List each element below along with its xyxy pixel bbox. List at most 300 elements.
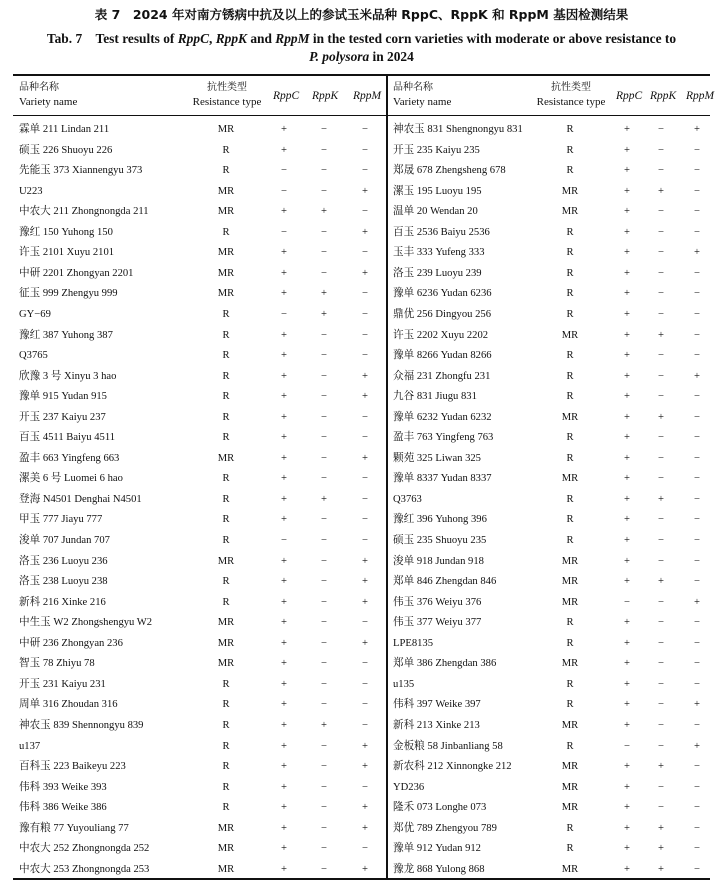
rppc-cell: + (624, 144, 630, 156)
variety-name-cell: 新农科 212 Xinnongke 212 (393, 761, 512, 773)
rppc-cell: + (624, 206, 630, 218)
resistance-type-cell: R (222, 165, 230, 177)
rppm-cell: − (362, 329, 368, 341)
variety-name-cell: 豫龙 868 Yulong 868 (393, 863, 485, 875)
rppc-cell: − (281, 165, 287, 177)
rppc-cell: + (281, 411, 287, 423)
rppk-cell: − (321, 617, 327, 629)
rppk-cell: − (658, 473, 664, 485)
rppm-cell: + (362, 226, 368, 238)
rppm-cell: − (694, 802, 700, 814)
resistance-type-cell: MR (217, 863, 235, 875)
variety-name-cell: 伟玉 377 Weiyu 377 (393, 617, 482, 629)
resistance-type-cell: R (566, 288, 574, 300)
rppk-cell: − (658, 308, 664, 320)
rppm-cell: − (694, 226, 700, 238)
resistance-type-cell: R (566, 267, 574, 279)
rppc-cell: − (281, 185, 287, 197)
rppk-cell: − (321, 678, 327, 690)
rppc-cell: + (281, 267, 287, 279)
rppk-cell: − (658, 596, 664, 608)
rppc-cell: + (624, 781, 630, 793)
resistance-type-cell: R (566, 637, 574, 649)
rppk-cell: + (658, 329, 664, 341)
variety-name-cell: 霖单 211 Lindan 211 (19, 124, 110, 135)
rppc-cell: + (281, 493, 287, 505)
resistance-type-cell: R (566, 822, 574, 834)
resistance-type-cell: R (222, 535, 230, 546)
rppk-cell: − (321, 124, 327, 135)
rppc-cell: + (624, 863, 630, 875)
rppk-cell: − (658, 514, 664, 526)
variety-name-cell: 温单 20 Wendan 20 (393, 206, 478, 218)
resistance-type-cell: R (566, 165, 574, 177)
variety-name-cell: 玉丰 333 Yufeng 333 (393, 247, 485, 259)
resistance-type-cell: R (222, 308, 230, 320)
variety-name-cell: 中生玉 W2 Zhongshengyu W2 (19, 617, 153, 629)
rppc-cell: + (624, 678, 630, 690)
resistance-type-cell: R (566, 493, 574, 505)
header-resistance-right: 抗性类型 Resistance type (536, 82, 606, 108)
rppk-cell: − (658, 740, 664, 752)
resistance-type-cell: R (566, 370, 574, 382)
resistance-type-cell: MR (561, 576, 579, 588)
variety-name-cell: YD236 (393, 781, 425, 793)
resistance-type-cell: MR (561, 761, 579, 773)
rppc-cell: + (624, 288, 630, 300)
rppk-cell: − (658, 802, 664, 814)
resistance-type-cell: R (222, 761, 230, 773)
header-rppm-left: RppM (353, 90, 382, 102)
resistance-type-cell: MR (561, 329, 579, 341)
rppm-cell: + (362, 267, 368, 279)
rppk-cell: − (658, 288, 664, 300)
rppm-cell: + (362, 391, 368, 403)
resistance-type-cell: R (566, 226, 574, 238)
rppm-cell: − (694, 432, 700, 444)
resistance-type-cell: R (222, 802, 230, 814)
resistance-type-cell: R (222, 473, 230, 485)
rppm-cell: − (694, 863, 700, 875)
variety-name-cell: 鼎优 256 Dingyou 256 (393, 308, 491, 320)
variety-name-cell: 周单 316 Zhoudan 316 (19, 699, 118, 711)
variety-name-cell: 豫单 6232 Yudan 6232 (393, 411, 492, 423)
rppk-cell: − (321, 144, 327, 156)
rppk-cell: + (658, 576, 664, 588)
variety-name-cell: GY−69 (19, 308, 51, 320)
variety-name-cell: 洛玉 238 Luoyu 238 (19, 576, 108, 588)
variety-name-cell: 新科 216 Xinke 216 (19, 596, 106, 608)
rppm-cell: − (362, 781, 368, 793)
rppm-cell: − (694, 185, 700, 197)
rppm-cell: + (362, 822, 368, 834)
variety-name-cell: U223 (19, 185, 43, 197)
rppk-cell: − (658, 350, 664, 362)
variety-name-cell: LPE8135 (393, 637, 434, 649)
rppm-cell: − (362, 432, 368, 444)
resistance-type-cell: R (222, 678, 230, 690)
rppc-cell: + (624, 514, 630, 526)
rppm-cell: + (362, 596, 368, 608)
rppc-cell: + (624, 761, 630, 773)
variety-name-cell: 郑晟 678 Zhengsheng 678 (393, 165, 506, 177)
variety-name-cell: 硕玉 226 Shuoyu 226 (19, 144, 113, 156)
rppc-cell: + (624, 576, 630, 588)
resistance-type-cell: R (222, 514, 230, 526)
rppm-cell: + (694, 740, 700, 752)
variety-name-cell: 征玉 999 Zhengyu 999 (19, 288, 118, 300)
resistance-type-cell: R (222, 740, 230, 752)
variety-name-cell: 众福 231 Zhongfu 231 (393, 370, 491, 382)
rppc-cell: + (624, 473, 630, 485)
rppk-cell: − (658, 124, 664, 135)
rppk-cell: − (658, 699, 664, 711)
variety-name-cell: 郑单 846 Zhengdan 846 (393, 576, 497, 588)
rppm-cell: + (362, 370, 368, 382)
rppm-cell: − (694, 452, 700, 464)
rppk-cell: + (658, 493, 664, 505)
variety-name-cell: 中农大 252 Zhongnongda 252 (19, 843, 150, 855)
rppm-cell: − (694, 719, 700, 731)
rppc-cell: + (624, 719, 630, 731)
rppc-cell: − (281, 308, 287, 320)
header-resistance-left: 抗性类型 Resistance type (192, 82, 262, 108)
rppk-cell: − (658, 678, 664, 690)
rppc-cell: + (281, 452, 287, 464)
resistance-type-cell: R (566, 740, 574, 752)
resistance-type-cell: MR (217, 288, 235, 300)
rppc-cell: + (281, 124, 287, 135)
rppk-cell: − (321, 452, 327, 464)
resistance-type-cell: R (566, 843, 574, 855)
rppm-cell: − (362, 535, 368, 546)
rppm-cell: − (362, 308, 368, 320)
rppk-cell: − (321, 247, 327, 259)
rppm-cell: − (694, 514, 700, 526)
header-rppm-right: RppM (686, 90, 715, 102)
variety-name-cell: 百玉 4511 Baiyu 4511 (19, 432, 116, 444)
resistance-type-cell: R (222, 781, 230, 793)
resistance-type-cell: MR (217, 658, 235, 670)
caption-english-line2: P. polysora in 2024 (309, 49, 414, 64)
rppk-cell: + (321, 288, 327, 300)
variety-name-cell: 豫单 8266 Yudan 8266 (393, 350, 492, 362)
rppm-cell: − (694, 617, 700, 629)
rppm-cell: + (362, 740, 368, 752)
variety-name-cell: 洛玉 236 Luoyu 236 (19, 555, 108, 567)
resistance-type-cell: R (222, 719, 230, 731)
rppm-cell: − (694, 781, 700, 793)
rppc-cell: + (281, 843, 287, 855)
rppk-cell: + (658, 863, 664, 875)
rppc-cell: + (281, 288, 287, 300)
rppk-cell: − (321, 576, 327, 588)
rppc-cell: + (281, 350, 287, 362)
rppm-cell: + (694, 247, 700, 259)
variety-name-cell: 浚单 707 Jundan 707 (19, 535, 110, 546)
rppm-cell: − (694, 822, 700, 834)
rppm-cell: − (362, 473, 368, 485)
rppk-cell: − (321, 802, 327, 814)
resistance-type-cell: MR (561, 658, 579, 670)
rppc-cell: + (624, 411, 630, 423)
resistance-type-cell: R (566, 678, 574, 690)
rppk-cell: − (658, 165, 664, 177)
rppk-cell: − (321, 761, 327, 773)
rppm-cell: − (694, 555, 700, 567)
rppk-cell: − (321, 781, 327, 793)
rppk-cell: − (658, 267, 664, 279)
variety-name-cell: 伟科 393 Weike 393 (19, 781, 107, 793)
variety-name-cell: 甲玉 777 Jiayu 777 (19, 514, 103, 526)
resistance-type-cell: R (222, 699, 230, 711)
header-rppc-right: RppC (616, 90, 643, 102)
rppk-cell: − (321, 863, 327, 875)
rppm-cell: − (694, 350, 700, 362)
rppk-cell: − (321, 473, 327, 485)
resistance-type-cell: MR (561, 719, 579, 731)
rppm-cell: − (694, 267, 700, 279)
variety-name-cell: 登海 N4501 Denghai N4501 (19, 493, 142, 505)
variety-name-cell: u137 (19, 740, 41, 752)
rppc-cell: + (624, 185, 630, 197)
rppm-cell: − (362, 288, 368, 300)
rppk-cell: − (658, 247, 664, 259)
rppc-cell: + (624, 267, 630, 279)
variety-name-cell: 漯玉 195 Luoyu 195 (393, 185, 482, 197)
rppc-cell: + (281, 802, 287, 814)
resistance-type-cell: MR (217, 247, 235, 259)
rppm-cell: + (362, 185, 368, 197)
variety-name-cell: 神农玉 839 Shennongyu 839 (19, 719, 144, 731)
variety-name-cell: Q3763 (393, 493, 422, 505)
variety-name-cell: 欣豫 3 号 Xinyu 3 hao (19, 370, 117, 382)
resistance-type-cell: R (222, 576, 230, 588)
rppk-cell: − (658, 719, 664, 731)
rppc-cell: + (624, 802, 630, 814)
resistance-type-cell: R (222, 226, 230, 238)
resistance-type-cell: MR (217, 617, 235, 629)
resistance-type-cell: MR (217, 555, 235, 567)
resistance-type-cell: R (222, 596, 230, 608)
variety-name-cell: 郑单 386 Zhengdan 386 (393, 658, 497, 670)
resistance-type-cell: R (566, 432, 574, 444)
resistance-type-cell: MR (561, 185, 579, 197)
rppm-cell: − (362, 247, 368, 259)
resistance-type-cell: MR (217, 124, 235, 135)
rppk-cell: + (321, 206, 327, 218)
resistance-type-cell: R (222, 391, 230, 403)
rppc-cell: + (624, 370, 630, 382)
rppk-cell: − (321, 350, 327, 362)
rppc-cell: + (281, 596, 287, 608)
rppm-cell: − (362, 658, 368, 670)
resistance-type-cell: MR (561, 206, 579, 218)
resistance-type-cell: MR (561, 411, 579, 423)
rppm-cell: + (694, 124, 700, 135)
variety-name-cell: 豫单 6236 Yudan 6236 (393, 288, 492, 300)
header-rppc-left: RppC (273, 90, 300, 102)
resistance-type-cell: MR (217, 206, 235, 218)
rppk-cell: − (321, 596, 327, 608)
rppc-cell: + (281, 781, 287, 793)
rppm-cell: − (694, 843, 700, 855)
variety-name-cell: 隆禾 073 Longhe 073 (393, 802, 487, 814)
rppc-cell: + (281, 247, 287, 259)
rppm-cell: − (694, 493, 700, 505)
resistance-type-cell: R (222, 370, 230, 382)
rppc-cell: + (281, 761, 287, 773)
rppc-cell: + (624, 165, 630, 177)
rppm-cell: − (362, 493, 368, 505)
rppk-cell: − (658, 658, 664, 670)
resistance-type-cell: MR (217, 267, 235, 279)
rppc-cell: + (281, 370, 287, 382)
rppc-cell: + (281, 678, 287, 690)
rppk-cell: − (321, 267, 327, 279)
rppm-cell: − (694, 473, 700, 485)
rppk-cell: − (658, 391, 664, 403)
variety-name-cell: 伟科 386 Weike 386 (19, 802, 107, 814)
rppk-cell: − (321, 535, 327, 546)
rppk-cell: − (321, 432, 327, 444)
resistance-type-cell: MR (561, 802, 579, 814)
rppc-cell: + (624, 555, 630, 567)
rppc-cell: + (624, 699, 630, 711)
rppm-cell: − (694, 288, 700, 300)
rppc-cell: + (624, 452, 630, 464)
rppc-cell: + (281, 576, 287, 588)
rppk-cell: − (321, 514, 327, 526)
rppk-cell: − (321, 411, 327, 423)
rppk-cell: − (321, 822, 327, 834)
rppc-cell: + (281, 617, 287, 629)
rppk-cell: − (658, 144, 664, 156)
variety-name-cell: 豫有粮 77 Yuyouliang 77 (19, 822, 129, 834)
header-rppk-right: RppK (650, 90, 677, 102)
rppm-cell: − (362, 617, 368, 629)
rppk-cell: − (321, 740, 327, 752)
rppc-cell: + (281, 699, 287, 711)
resistance-type-cell: MR (217, 822, 235, 834)
rppm-cell: + (362, 576, 368, 588)
rppk-cell: − (321, 185, 327, 197)
rppc-cell: + (281, 329, 287, 341)
resistance-type-cell: R (566, 144, 574, 156)
variety-name-cell: 许玉 2202 Xuyu 2202 (393, 329, 489, 341)
resistance-type-cell: R (566, 535, 574, 546)
rppk-cell: − (658, 781, 664, 793)
rppk-cell: − (321, 370, 327, 382)
header-rule (13, 115, 710, 116)
header-rppk-left: RppK (312, 90, 339, 102)
rppm-cell: − (694, 658, 700, 670)
rppk-cell: − (321, 843, 327, 855)
rppc-cell: − (281, 226, 287, 238)
resistance-type-cell: R (566, 699, 574, 711)
header-variety-left: 品种名称 Variety name (19, 82, 78, 108)
caption-chinese: 表 7 2024 年对南方锈病中抗及以上的参试玉米品种 RppC、RppK 和 RppM 基因检测结果 (94, 7, 629, 22)
resistance-type-cell: R (222, 144, 230, 156)
rppk-cell: − (658, 555, 664, 567)
rppc-cell: + (281, 432, 287, 444)
rppc-cell: − (624, 596, 630, 608)
variety-name-cell: 开玉 235 Kaiyu 235 (393, 144, 480, 156)
rppk-cell: + (658, 822, 664, 834)
resistance-type-cell: MR (217, 637, 235, 649)
rppc-cell: + (624, 391, 630, 403)
rppc-cell: − (624, 740, 630, 752)
variety-name-cell: 九谷 831 Jiugu 831 (393, 391, 477, 403)
rppm-cell: − (694, 391, 700, 403)
rppc-cell: + (624, 350, 630, 362)
variety-name-cell: 百科玉 223 Baikeyu 223 (19, 761, 126, 773)
rppc-cell: + (281, 719, 287, 731)
rppm-cell: − (362, 350, 368, 362)
variety-name-cell: 豫红 150 Yuhong 150 (19, 226, 113, 238)
rppk-cell: − (658, 617, 664, 629)
rppk-cell: + (321, 719, 327, 731)
rppc-cell: + (624, 247, 630, 259)
variety-name-cell: 智玉 78 Zhiyu 78 (19, 658, 95, 670)
top-rule (13, 74, 710, 76)
variety-name-cell: 开玉 237 Kaiyu 237 (19, 411, 106, 423)
resistance-type-cell: MR (217, 452, 235, 464)
variety-name-cell: 百玉 2536 Baiyu 2536 (393, 226, 490, 238)
rppm-cell: − (694, 329, 700, 341)
variety-name-cell: 颗苑 325 Liwan 325 (393, 452, 481, 464)
rppm-cell: − (362, 719, 368, 731)
resistance-type-cell: MR (561, 473, 579, 485)
variety-name-cell: 金板粮 58 Jinbanliang 58 (393, 740, 503, 752)
rppk-cell: − (658, 206, 664, 218)
resistance-type-cell: R (222, 432, 230, 444)
variety-name-cell: Q3765 (19, 350, 48, 362)
rppk-cell: − (658, 452, 664, 464)
rppm-cell: + (362, 863, 368, 875)
rppm-cell: + (694, 699, 700, 711)
rppc-cell: + (624, 843, 630, 855)
rppm-cell: + (694, 370, 700, 382)
rppm-cell: + (362, 761, 368, 773)
variety-name-cell: 伟玉 376 Weiyu 376 (393, 596, 482, 608)
rppm-cell: − (362, 124, 368, 135)
rppc-cell: + (624, 535, 630, 546)
rppk-cell: − (321, 226, 327, 238)
resistance-type-cell: R (222, 411, 230, 423)
variety-name-cell: 神农玉 831 Shengnongyu 831 (393, 124, 523, 135)
rppc-cell: + (624, 617, 630, 629)
rppk-cell: − (321, 637, 327, 649)
rppk-cell: − (658, 370, 664, 382)
rppm-cell: − (694, 637, 700, 649)
rppc-cell: − (281, 535, 287, 546)
rppc-cell: + (624, 493, 630, 505)
variety-name-cell: 豫单 8337 Yudan 8337 (393, 473, 492, 485)
rppc-cell: + (281, 637, 287, 649)
header-variety-right: 品种名称 Variety name (393, 82, 452, 108)
rppk-cell: − (658, 535, 664, 546)
rppk-cell: + (658, 185, 664, 197)
resistance-type-cell: R (566, 391, 574, 403)
resistance-type-cell: R (566, 350, 574, 362)
variety-name-cell: 开玉 231 Kaiyu 231 (19, 678, 106, 690)
rppk-cell: − (321, 699, 327, 711)
rppk-cell: − (658, 637, 664, 649)
rppm-cell: − (362, 678, 368, 690)
rppc-cell: + (624, 637, 630, 649)
caption-english-line1: Tab. 7 Test results of RppC, RppK and RppM in the tested corn varieties with moderate or above resistance to (46, 31, 677, 46)
